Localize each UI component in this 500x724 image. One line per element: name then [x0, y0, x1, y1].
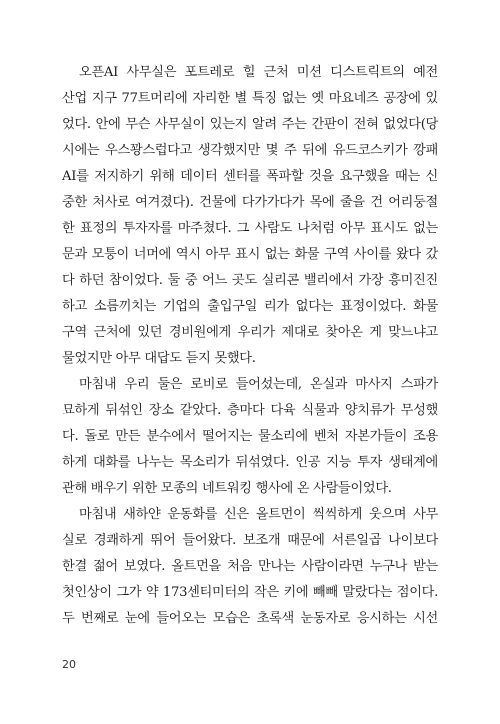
- text-line: 두 번째로 눈에 들어오는 모습은 초록색 눈동자로 응시하는 시선: [62, 611, 438, 626]
- text-line: 하고 소름끼치는 기업의 출입구일 리가 없다는 표정이었다. 화물: [62, 299, 438, 314]
- text-line: 묘하게 뒤섞인 장소 같았다. 층마다 다육 식물과 양치류가 무성했: [62, 403, 438, 418]
- text-line: 하게 대화를 나누는 목소리가 뒤섞였다. 인공 지능 투자 생태계에: [62, 455, 438, 470]
- paragraph-3: [62, 502, 438, 632]
- text-line: 첫인상이 그가 약 173센티미터의 작은 키에 빼빼 말랐다는 점이다.: [62, 585, 438, 600]
- text-line: 시에는 우스꽝스럽다고 생각했지만 몇 주 뒤에 유드코스키가 깡패: [62, 143, 438, 158]
- text-line: 관해 배우기 위한 모종의 네트워킹 행사에 온 사람들이었다.: [62, 481, 392, 496]
- paragraph-1: [62, 60, 438, 372]
- text-line: 마침내 새하얀 운동화를 신은 올트먼이 씩씩하게 웃으며 사무: [79, 507, 438, 522]
- page-number: 20: [62, 658, 76, 671]
- text-line: 한 표정의 투자자를 마주쳤다. 그 사람도 나처럼 아무 표시도 없는: [62, 221, 438, 236]
- paragraph-2: [62, 372, 438, 502]
- text-line: 오픈AI 사무실은 포트레로 힐 근처 미션 디스트릭트의 예전: [79, 65, 438, 80]
- text-line: 한결 젊어 보였다. 올트먼을 처음 만나는 사람이라면 누구나 받는: [62, 559, 438, 574]
- text-line: 마침내 우리 둘은 로비로 들어섰는데, 온실과 마사지 스파가: [79, 377, 438, 392]
- book-page-body: [62, 60, 438, 632]
- text-line: 었다. 안에 무슨 사무실이 있는지 알려 주는 간판이 전혀 없었다(당: [62, 117, 438, 132]
- text-line: 다. 돌로 만든 분수에서 떨어지는 물소리에 벤처 자본가들이 조용: [62, 429, 438, 444]
- text-line: 산업 지구 77트머리에 자리한 별 특징 없는 옛 마요네즈 공장에 있: [62, 91, 438, 106]
- text-line: 실로 경쾌하게 뛰어 들어왔다. 보조개 때문에 서른일곱 나이보다: [62, 533, 438, 548]
- text-line: 문과 모퉁이 너머에 역시 아무 표시 없는 화물 구역 사이를 왔다 갔: [62, 247, 438, 262]
- text-line: AI를 저지하기 위해 데이터 센터를 폭파할 것을 요구했을 때는 신: [62, 169, 438, 184]
- text-line: 구역 근처에 있던 경비원에게 우리가 제대로 찾아온 게 맞느냐고: [62, 325, 438, 340]
- text-line: 다 하던 참이었다. 둘 중 어느 곳도 실리콘 밸리에서 가장 흥미진진: [62, 273, 438, 288]
- text-line: 중한 처사로 여겨졌다). 건물에 다가가다가 목에 줄을 건 어리둥절: [62, 195, 438, 210]
- text-line: 물었지만 아무 대답도 듣지 못했다.: [62, 351, 256, 366]
